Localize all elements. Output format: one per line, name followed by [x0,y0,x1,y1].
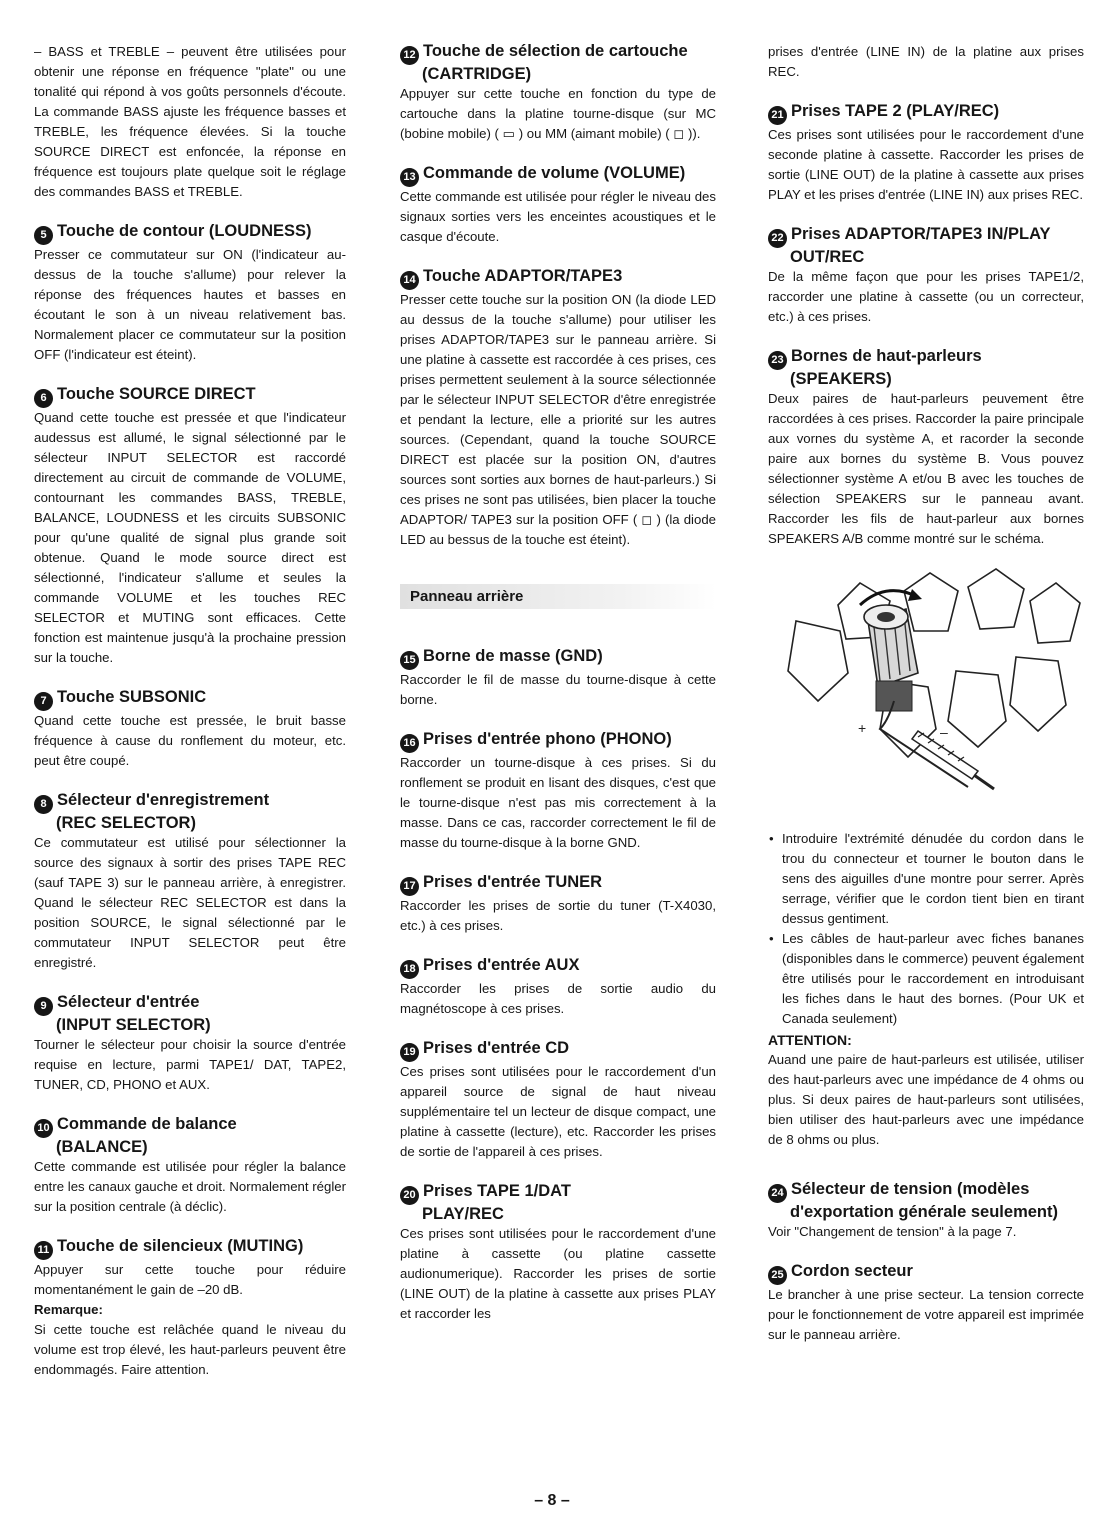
number-badge: 18 [400,960,419,979]
section-heading [768,102,1084,125]
number-badge: 22 [768,229,787,248]
section-heading [400,730,716,753]
section-18-aux [400,956,716,1019]
number-badge: 25 [768,1266,787,1285]
section-heading [34,385,346,408]
number-badge: 20 [400,1186,419,1205]
section-heading [34,1115,346,1157]
section-text: Raccorder les prises de sortie audio du magnétoscope à ces prises. [400,981,716,1016]
heading-text: Cordon secteur [791,1262,913,1280]
section-17-tuner [400,873,716,936]
heading-text: Touche de contour (LOUDNESS) [57,222,312,240]
section-20-tape1-dat [400,1182,716,1324]
section-text: Ces prises sont utilisées pour le raccordement d'une platine à cassette (ou platine cassette audionumerique). Raccorder les prises de sortie (LINE OUT) de la platine à cassette aux prises PLAY et raccorder les [400,1226,716,1321]
heading-text: Sélecteur d'entrée [57,993,200,1011]
section-10-balance [34,1115,346,1217]
section-15-gnd [400,647,716,710]
section-heading [34,222,346,245]
intro-section [34,42,346,202]
heading-text: Sélecteur de tension (modèles [791,1180,1030,1198]
section-text: Quand cette touche est pressée, le bruit basse fréquence à cause du ronflement du moteur, etc. peut être coupé. [34,713,346,768]
section-5-loudness [34,222,346,365]
section-14-adaptor-tape3 [400,267,716,550]
number-badge: 13 [400,168,419,187]
section-heading [34,993,346,1035]
section-19-cd [400,1039,716,1162]
rear-panel-label: Panneau arrière [400,584,716,609]
number-badge: 23 [768,351,787,370]
number-badge: 9 [34,997,53,1016]
bullet-item: • Les câbles de haut-parleur avec fiches bananes (disponibles dans le commerce) peuvent également être utilisés pour le raccordement en introduisant les fiches dans le haut des bornes. (Pour UK et Canada seulement) [768,929,1084,1029]
heading-text: Prises d'entrée TUNER [423,873,603,891]
section-heading [34,1237,346,1260]
continued-text: prises d'entrée (LINE IN) de la platine aux prises REC. [768,44,1084,79]
bullet-list [768,829,1084,1029]
section-text: Presser ce commutateur sur ON (l'indicateur au-dessus de la touche s'allume) pour relever la réponse des fréquences hautes et basses en écoutant le son à un niveau relativement bas. Normalement placer ce commutateur sur la position OFF (l'indicateur est éteint). [34,247,346,362]
heading-text: Borne de masse (GND) [423,647,603,665]
column-2 [400,42,716,1344]
number-badge: 24 [768,1184,787,1203]
number-badge: 14 [400,271,419,290]
heading-text: Touche SUBSONIC [57,688,207,706]
section-heading [400,164,716,187]
number-badge: 15 [400,651,419,670]
heading-text-line2: (BALANCE) [56,1138,148,1156]
section-heading [400,647,716,670]
note-text: Si cette touche est relâchée quand le niveau du volume est trop élevé, les haut-parleurs peuvent être endommagés. Faire attention. [34,1322,346,1377]
heading-text: Touche ADAPTOR/TAPE3 [423,267,623,285]
bullet-item: • Introduire l'extrémité dénudée du cordon dans le trou du connecteur et tourner le bouton dans le sens des aiguilles d'une montre pour serrer. Après serrage, vérifier que le cordon tient bien en tirant dessus gentiment. [768,829,1084,929]
heading-text-line2: d'exportation générale seulement) [790,1203,1058,1221]
section-8-rec-selector [34,791,346,973]
heading-text: Touche de sélection de cartouche [423,42,688,60]
note-label: Remarque: [34,1302,103,1317]
heading-text: Touche SOURCE DIRECT [57,385,256,403]
section-12-cartridge [400,42,716,144]
section-23-speakers [768,347,1084,549]
heading-text: Prises d'entrée phono (PHONO) [423,730,672,748]
section-heading [400,42,716,84]
number-badge: 11 [34,1241,53,1260]
section-21-tape2 [768,102,1084,205]
section-heading [34,688,346,711]
number-badge: 21 [768,106,787,125]
section-heading [768,225,1084,267]
heading-text: Touche de silencieux (MUTING) [57,1237,304,1255]
heading-text: Prises d'entrée CD [423,1039,570,1057]
section-text: Voir "Changement de tension" à la page 7. [768,1224,1017,1239]
attention-label: ATTENTION: [768,1032,852,1048]
number-badge: 12 [400,46,419,65]
section-heading [400,1182,716,1224]
minus-mark: – [940,724,948,740]
section-heading [400,873,716,896]
section-25-power-cord [768,1262,1084,1345]
notes-section [768,829,1084,1150]
section-text: Quand cette touche est pressée et que l'indicateur audessus est allumé, le signal sélectionné par le sélecteur INPUT SELECTOR est raccordé directement au circuit de commande de VOLUME, contournant les commandes BASS, TREBLE, BALANCE, LOUDNESS et les circuits SUBSONIC pour qu'une qualité de signal plus grande soit obtenue. Quand le mode source direct est sélectionné, l'indicateur s'allume et seules la commande VOLUME et les touches REC SELECTOR et MUTING sont efficaces. Cette fonction est maintenue jusqu'à la prochaine pression sur la touche. [34,410,346,665]
heading-text-line2: (CARTRIDGE) [422,65,532,83]
number-badge: 6 [34,389,53,408]
heading-text: Prises TAPE 2 (PLAY/REC) [791,102,1000,120]
section-6-source-direct [34,385,346,668]
page-number: – 8 – [534,1492,570,1509]
plus-mark: + [858,720,867,736]
section-heading [400,267,716,290]
section-text: Raccorder un tourne-disque à ces prises. Si du ronflement se produit en lisant des disques, c'est que le tourne-disque n'est pas mis correctement à la masse. Dans ce cas, raccorder correctement le fil de masse du tourne-disque à la borne GND. [400,755,716,850]
speaker-terminal-illustration [768,561,1084,811]
heading-text-line2: (REC SELECTOR) [56,814,196,832]
section-text: Deux paires de haut-parleurs peuvement être raccordées à ces prises. Raccorder la paire principale aux vornes du système A, et racorder la seconde paire aux bornes du système B. Vous pouvez sélectionner système A et/ou B avec les touches de sélection SPEAKERS sur le panneau avant. Raccorder les fils de haut-parleur aux bornes SPEAKERS A/B comme montré sur le schéma. [768,391,1084,546]
section-9-input-selector [34,993,346,1095]
section-text: Presser cette touche sur la position ON (la diode LED au dessus de la touche s'allume) pour utiliser les prises ADAPTOR/TAPE3 sur le panneau arrière. Si une platine à cassette est raccordée à ces prises, ces prises permettent seulement à la source sélectionnée par le sélecteur INPUT SELECTOR d'être enregistrée et pendant la lecture, elle a priorité sur les autres sources. (Cependant, quand la touche SOURCE DIRECT est placée sur la position ON, d'autres sources sont sorties aux bornes de haut-parleurs.) Si ces prises ne sont pas utilisées, bien placer la touche ADAPTOR/ TAPE3 sur la position OFF ( ◻ ) (la diode LED au bessus de la touche est éteint). [400,292,716,547]
continued-section [768,42,1084,82]
heading-text-line2: OUT/REC [790,248,865,266]
section-text: Raccorder le fil de masse du tourne-disque à cette borne. [400,672,716,707]
number-badge: 17 [400,877,419,896]
section-heading [768,347,1084,389]
number-badge: 5 [34,226,53,245]
section-7-subsonic [34,688,346,771]
intro-text: – BASS et TREBLE – peuvent être utilisées pour obtenir une réponse en fréquence "plate" ou une tonalité qui répond à vos goûts personnels d'écoute. La commande BASS ajuste les fréquence basses et TREBLE, les fréquence élevées. Si la touche SOURCE DIRECT est enfoncée, la réponse en fréquence est toujours plate quelque soit le réglage des commandes BASS et TREBLE. [34,44,346,199]
section-text: Ce commutateur est utilisé pour sélectionner la source des signaux à sortir des prises TAPE REC (sauf TAPE 3) sur le panneau arrière, à enregistrer. Quand le sélecteur REC SELECTOR est dans la position SOURCE, le signal sélectionné par le commutateur INPUT SELECTOR peut être enregistré. [34,835,346,970]
section-text: Ces prises sont utilisées pour le raccordement d'un appareil source de signal de haut niveau supplémentaire tel un lecteur de disque compact, une platine à cassette (lecture), etc. Raccorder les prises de sortie de l'appareil à ces prises. [400,1064,716,1159]
number-badge: 10 [34,1119,53,1138]
speaker-terminal-drawing [768,561,1084,811]
section-text: De la même façon que pour les prises TAPE1/2, raccorder une platine à cassette (ou un correcteur, etc.) à ces prises. [768,269,1084,324]
section-heading [768,1262,1084,1285]
section-text: Cette commande est utilisée pour régler le niveau des signaux sorties vers les enceintes acoustiques et le casque d'écoute. [400,189,716,244]
section-text: Raccorder les prises de sortie du tuner (T-X4030, etc.) à ces prises. [400,898,716,933]
heading-text: Prises d'entrée AUX [423,956,580,974]
section-text: Ces prises sont utilisées pour le raccordement d'une seconde platine à cassette. Raccorder les prises de sortie (LINE OUT) de la platine à cassette aux prises PLAY et les prises d'entrée (LINE IN) aux prises REC. [768,127,1084,202]
section-heading [34,791,346,833]
heading-text: Prises ADAPTOR/TAPE3 IN/PLAY [791,225,1051,243]
heading-text-line2: (SPEAKERS) [790,370,892,388]
section-text: Le brancher à une prise secteur. La tension correcte pour le fonctionnement de votre appareil est imprimée sur le panneau arrière. [768,1287,1084,1342]
section-text: Appuyer sur cette touche pour réduire momentanément le gain de –20 dB. [34,1262,346,1297]
column-3 [768,42,1084,1365]
heading-text: Commande de volume (VOLUME) [423,164,686,182]
section-heading [400,1039,716,1062]
section-11-muting [34,1237,346,1380]
heading-text-line2: (INPUT SELECTOR) [56,1016,211,1034]
heading-text-line2: PLAY/REC [422,1205,504,1223]
section-heading [400,956,716,979]
heading-text: Sélecteur d'enregistrement [57,791,270,809]
column-1 [34,42,346,1400]
heading-text: Prises TAPE 1/DAT [423,1182,571,1200]
section-text: Cette commande est utilisée pour régler la balance entre les canaux gauche et droit. Normalement régler sur la position centrale (à déclic). [34,1159,346,1214]
section-text: Tourner le sélecteur pour choisir la source d'entrée requise en lecture, parmi TAPE1/ DAT, TAPE2, TUNER, CD, PHONO et AUX. [34,1037,346,1092]
section-13-volume [400,164,716,247]
section-22-adaptor-jacks [768,225,1084,327]
number-badge: 7 [34,692,53,711]
heading-text: Commande de balance [57,1115,237,1133]
number-badge: 19 [400,1043,419,1062]
heading-text: Bornes de haut-parleurs [791,347,982,365]
section-24-voltage [768,1180,1084,1242]
section-16-phono [400,730,716,853]
number-badge: 16 [400,734,419,753]
section-heading [768,1180,1084,1222]
section-text: Appuyer sur cette touche en fonction du type de cartouche dans la platine tourne-disque (sur MC (bobine mobile) ( ▭ ) ou MM (aimant mobile) ( ◻ )). [400,86,716,141]
number-badge: 8 [34,795,53,814]
attention-text: Auand une paire de haut-parleurs est utilisée, utiliser des haut-parleurs avec une impédance de 4 ohms ou plus. Si deux paires de haut-parleurs sont utilisées, bien utiliser des haut-parleurs avec une impédance de 8 ohms ou plus. [768,1052,1084,1147]
